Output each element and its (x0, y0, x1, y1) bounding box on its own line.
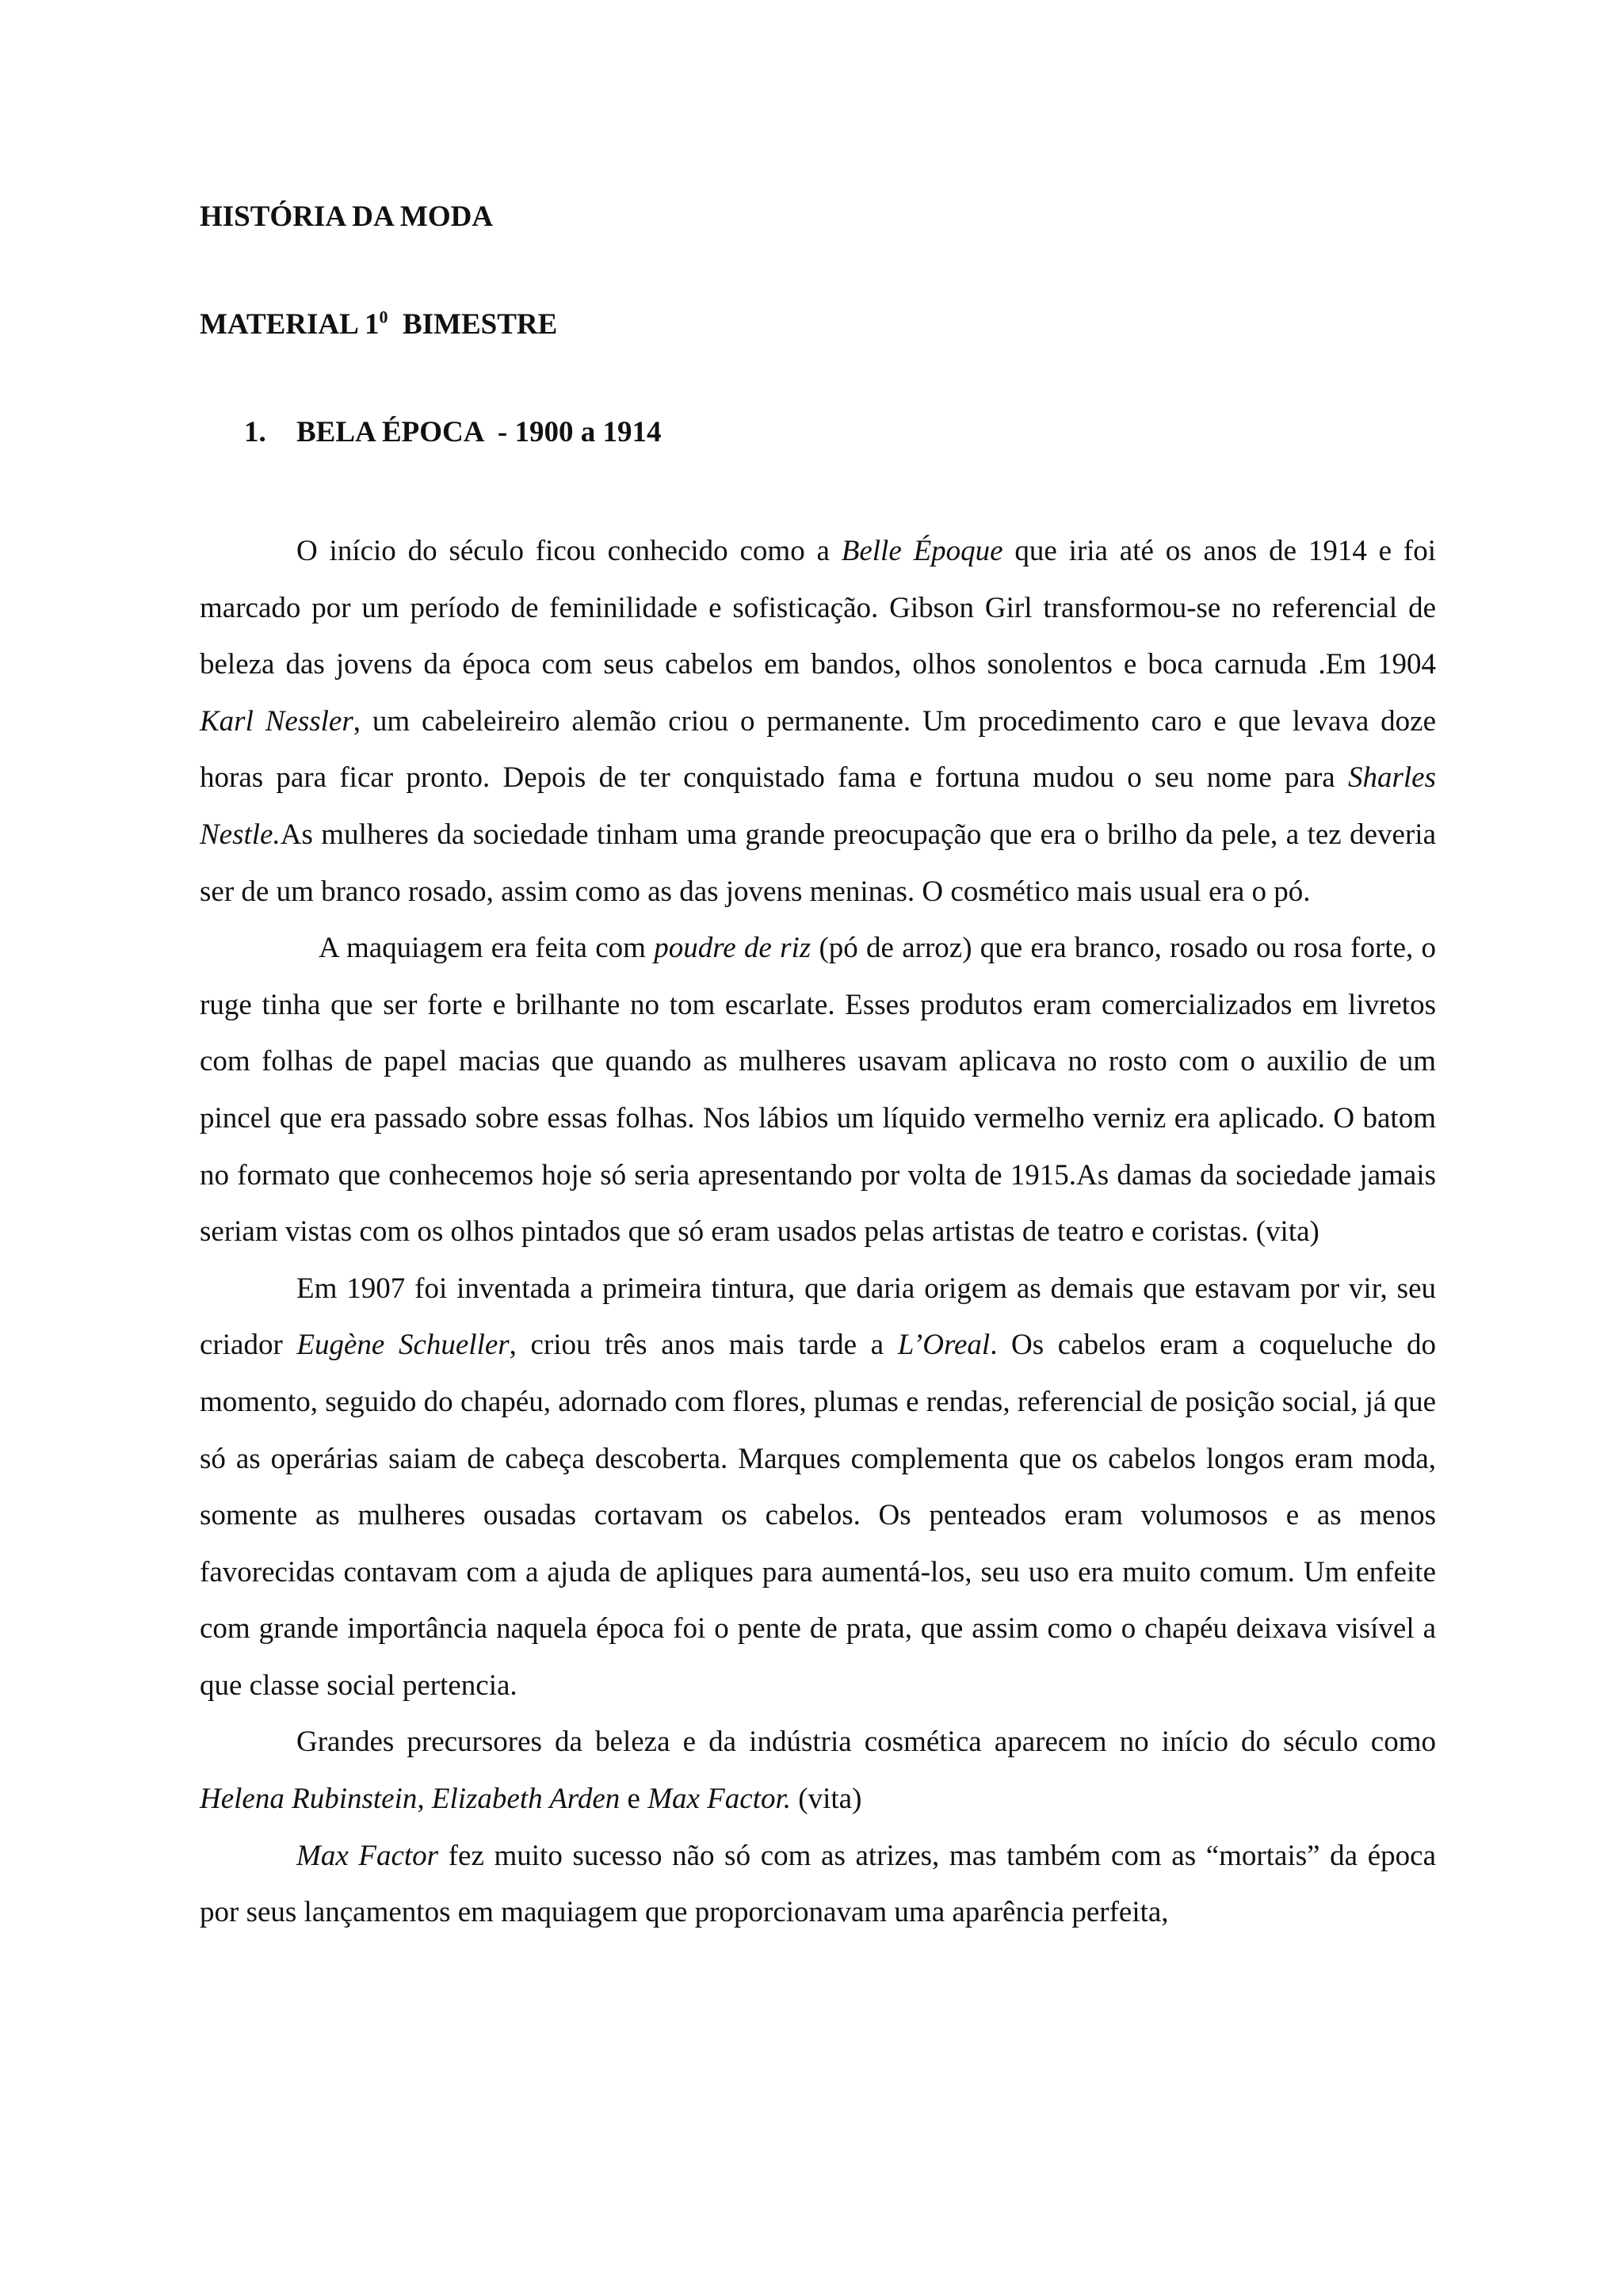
section-number: 1. (244, 416, 266, 448)
p2-text-1: A maquiagem era feita com (319, 932, 655, 965)
p5-italic-1: Max Factor (296, 1839, 439, 1872)
section-heading (244, 415, 1436, 450)
material-heading (200, 307, 1436, 342)
material-label: MATERIAL 1 (200, 308, 380, 341)
section-title: BELA ÉPOCA - 1900 a 1914 (296, 416, 662, 448)
p4-text-2: e (620, 1783, 648, 1816)
document-body (200, 200, 1436, 1941)
p4-italic-2: Max Factor. (647, 1783, 792, 1816)
p1-text-4: As mulheres da sociedade tinham uma grande preocupação que era o brilho da pele, a tez deveria ser de um branco rosado, assim como as das jovens meninas. O cosmético mais usual era o pó. (200, 818, 1436, 908)
p1-text-1: O início do século ficou conhecido como a (296, 535, 842, 567)
paragraph-2 (200, 920, 1436, 1261)
p3-text-3: . Os cabelos eram a coqueluche do momento, seguido do chapéu, adornado com flores, plumas e rendas, referencial de posição social, já que só as operárias saiam de cabeça descoberta. Marques complementa que os cabelos longos eram moda, somente as mulheres ousadas cortavam os cabelos. Os penteados eram volumosos e as menos favorecidas contavam com a ajuda de apliques para aumentá-los, seu uso era muito comum. Um enfeite com grande importância naquela época foi o pente de prata, que assim como o chapéu deixava visível a que classe social pertencia. (200, 1329, 1436, 1702)
material-term: BIMESTRE (388, 308, 558, 341)
p3-text-2: , criou três anos mais tarde a (509, 1329, 898, 1362)
material-superscript: 0 (379, 307, 388, 327)
p4-text-3: (vita) (791, 1783, 862, 1816)
p3-italic-1: Eugène Schueller (296, 1329, 510, 1362)
paragraph-4 (200, 1714, 1436, 1827)
p1-italic-2: Karl Nessler (200, 704, 353, 738)
paragraph-3 (200, 1261, 1436, 1714)
p1-italic-3: Sharles Nestle. (200, 761, 1436, 851)
p2-italic-1: poudre de riz (654, 932, 812, 965)
paragraph-5 (200, 1828, 1436, 1941)
p4-italic-1: Helena Rubinstein, Elizabeth Arden (200, 1783, 621, 1816)
p1-text-3: , um cabeleireiro alemão criou o permanente. Um procedimento caro e que levava doze horas para ficar pronto. Depois de ter conquistado fama e fortuna mudou o seu nome para (200, 704, 1437, 795)
p5-text-1: fez muito sucesso não só com as atrizes, mas também com as “mortais” da época por seus lançamentos em maquiagem que proporcionavam uma aparência perfeita, (200, 1839, 1436, 1929)
p4-text-1: Grandes precursores da beleza e da indústria cosmética aparecem no início do século como (296, 1726, 1436, 1759)
p1-italic-1: Belle Époque (841, 535, 1003, 567)
p3-italic-2: L’Oreal (897, 1329, 991, 1362)
paragraph-1 (200, 523, 1436, 920)
p1-text-2: que iria até os anos de 1914 e foi marcado por um período de feminilidade e sofisticação. Gibson Girl transformou-se no referencial de beleza das jovens da época com seus cabelos em bandos, olhos sonolentos e boca carnuda .Em 1904 (200, 535, 1436, 681)
p3-text-1: Em 1907 foi inventada a primeira tintura, que daria origem as demais que estavam por vir, seu criador (200, 1272, 1436, 1362)
document-title: HISTÓRIA DA MODA (200, 200, 494, 233)
p2-text-2: (pó de arroz) que era branco, rosado ou rosa forte, o ruge tinha que ser forte e brilhante no tom escarlate. Esses produtos eram comercializados em livretos com folhas de papel macias que quando as mulheres usavam aplicava no rosto com o auxilio de um pincel que era passado sobre essas folhas. Nos lábios um líquido vermelho verniz era aplicado. O batom no formato que conhecemos hoje só seria apresentando por volta de 1915.As damas da sociedade jamais seriam vistas com os olhos pintados que só eram usados pelas artistas de teatro e coristas. (vita) (200, 932, 1437, 1249)
